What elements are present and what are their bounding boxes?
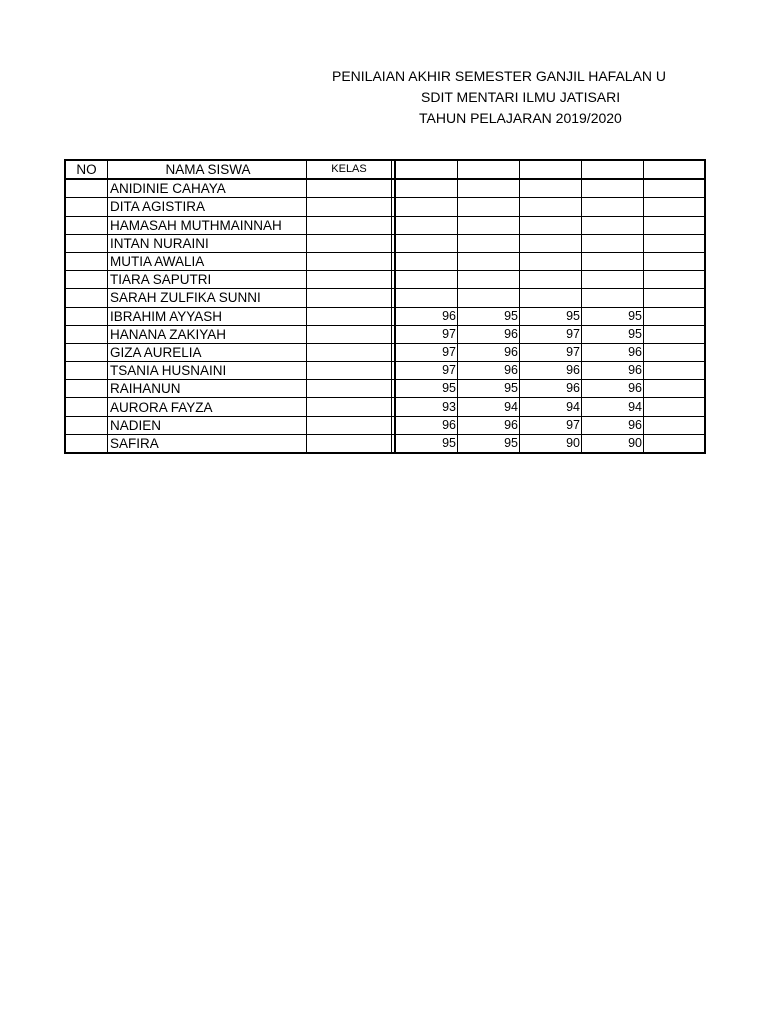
score-cell (644, 362, 706, 380)
row-number-cell (65, 343, 108, 361)
student-name: SAFIRA (108, 434, 307, 453)
score-cell: 95 (582, 307, 644, 325)
score-cell: 94 (458, 398, 520, 416)
student-name: RAIHANUN (108, 380, 307, 398)
score-cell: 97 (395, 325, 458, 343)
kelas-cell (307, 343, 392, 361)
table-row (65, 252, 705, 270)
table-row (65, 398, 705, 416)
header-score-3 (520, 160, 582, 179)
score-cell (458, 179, 520, 198)
score-cell (520, 289, 582, 307)
score-cell: 96 (458, 416, 520, 434)
header-score-2 (458, 160, 520, 179)
table-row (65, 234, 705, 252)
score-cell: 96 (395, 307, 458, 325)
score-cell (644, 380, 706, 398)
score-cell (582, 289, 644, 307)
document-title-block (300, 66, 698, 129)
score-cell: 97 (395, 362, 458, 380)
score-cell: 96 (458, 343, 520, 361)
score-cell: 94 (520, 398, 582, 416)
score-cell (395, 198, 458, 216)
row-number-cell (65, 325, 108, 343)
score-cell (458, 252, 520, 270)
score-cell: 95 (458, 307, 520, 325)
score-cell (644, 416, 706, 434)
row-number-cell (65, 307, 108, 325)
kelas-cell (307, 289, 392, 307)
student-name: IBRAHIM AYYASH (108, 307, 307, 325)
score-cell (395, 289, 458, 307)
score-cell (644, 271, 706, 289)
table-header-row (65, 160, 705, 179)
score-cell: 95 (458, 434, 520, 453)
score-cell: 96 (458, 325, 520, 343)
score-cell (644, 198, 706, 216)
score-cell: 97 (520, 325, 582, 343)
score-cell (644, 307, 706, 325)
score-cell (644, 343, 706, 361)
kelas-cell (307, 398, 392, 416)
kelas-cell (307, 380, 392, 398)
student-name: SARAH ZULFIKA SUNNI (108, 289, 307, 307)
student-name: HANANA ZAKIYAH (108, 325, 307, 343)
score-cell: 95 (520, 307, 582, 325)
school-name: SDIT MENTARI ILMU JATISARI (421, 89, 621, 105)
score-cell (582, 179, 644, 198)
score-cell (458, 271, 520, 289)
score-cell: 96 (520, 362, 582, 380)
table-row (65, 416, 705, 434)
student-name: MUTIA AWALIA (108, 252, 307, 270)
table-row (65, 271, 705, 289)
score-cell: 97 (520, 343, 582, 361)
student-name: HAMASAH MUTHMAINNAH (108, 216, 307, 234)
score-cell (582, 271, 644, 289)
score-cell (644, 216, 706, 234)
score-cell: 96 (582, 343, 644, 361)
score-cell (644, 234, 706, 252)
table-row (65, 307, 705, 325)
row-number-cell (65, 434, 108, 453)
student-name: NADIEN (108, 416, 307, 434)
score-cell (644, 252, 706, 270)
kelas-cell (307, 179, 392, 198)
kelas-cell (307, 216, 392, 234)
kelas-cell (307, 198, 392, 216)
student-name: TSANIA HUSNAINI (108, 362, 307, 380)
score-cell: 97 (520, 416, 582, 434)
row-number-cell (65, 362, 108, 380)
score-cell (582, 198, 644, 216)
score-cell (582, 252, 644, 270)
kelas-cell (307, 271, 392, 289)
header-no: NO (65, 160, 108, 179)
score-cell: 96 (582, 362, 644, 380)
score-cell (644, 179, 706, 198)
score-cell (520, 198, 582, 216)
header-score-4 (582, 160, 644, 179)
score-cell (395, 234, 458, 252)
score-cell (458, 234, 520, 252)
score-cell: 95 (458, 380, 520, 398)
table-row (65, 198, 705, 216)
score-cell: 96 (458, 362, 520, 380)
row-number-cell (65, 271, 108, 289)
table-row (65, 289, 705, 307)
score-cell: 94 (582, 398, 644, 416)
score-cell: 90 (520, 434, 582, 453)
score-cell (644, 325, 706, 343)
grades-table (64, 159, 706, 454)
score-cell (395, 252, 458, 270)
student-name: TIARA SAPUTRI (108, 271, 307, 289)
score-cell (520, 216, 582, 234)
row-number-cell (65, 252, 108, 270)
score-cell (582, 234, 644, 252)
kelas-cell (307, 252, 392, 270)
score-cell: 90 (582, 434, 644, 453)
header-score-1 (395, 160, 458, 179)
score-cell (395, 179, 458, 198)
score-cell (458, 289, 520, 307)
score-cell: 93 (395, 398, 458, 416)
header-score-5 (644, 160, 706, 179)
row-number-cell (65, 234, 108, 252)
student-name: INTAN NURAINI (108, 234, 307, 252)
kelas-cell (307, 362, 392, 380)
kelas-cell (307, 307, 392, 325)
score-cell (458, 198, 520, 216)
table-row (65, 362, 705, 380)
row-number-cell (65, 289, 108, 307)
table-row (65, 343, 705, 361)
row-number-cell (65, 198, 108, 216)
kelas-cell (307, 416, 392, 434)
student-name: DITA AGISTIRA (108, 198, 307, 216)
row-number-cell (65, 179, 108, 198)
header-name: NAMA SISWA (108, 160, 307, 179)
score-cell: 95 (582, 325, 644, 343)
score-cell: 96 (582, 416, 644, 434)
score-cell (520, 234, 582, 252)
score-cell: 95 (395, 434, 458, 453)
score-cell (458, 216, 520, 234)
table-row (65, 434, 705, 453)
table-row (65, 216, 705, 234)
score-cell: 96 (520, 380, 582, 398)
score-cell: 97 (395, 343, 458, 361)
table-row (65, 380, 705, 398)
kelas-cell (307, 234, 392, 252)
header-kelas: KELAS (307, 160, 392, 179)
score-cell (395, 271, 458, 289)
score-cell (644, 398, 706, 416)
score-cell (520, 252, 582, 270)
score-cell (644, 289, 706, 307)
score-cell (582, 216, 644, 234)
student-name: AURORA FAYZA (108, 398, 307, 416)
kelas-cell (307, 434, 392, 453)
score-cell (395, 216, 458, 234)
row-number-cell (65, 380, 108, 398)
student-name: ANIDINIE CAHAYA (108, 179, 307, 198)
score-cell: 96 (582, 380, 644, 398)
table-row (65, 179, 705, 198)
score-cell: 95 (395, 380, 458, 398)
row-number-cell (65, 398, 108, 416)
table-row (65, 325, 705, 343)
score-cell (520, 271, 582, 289)
score-cell (520, 179, 582, 198)
score-cell: 96 (395, 416, 458, 434)
table-body (65, 179, 705, 453)
row-number-cell (65, 216, 108, 234)
score-cell (644, 434, 706, 453)
student-name: GIZA AURELIA (108, 343, 307, 361)
kelas-cell (307, 325, 392, 343)
academic-year: TAHUN PELAJARAN 2019/2020 (419, 110, 622, 126)
row-number-cell (65, 416, 108, 434)
document-title: PENILAIAN AKHIR SEMESTER GANJIL HAFALAN U (332, 68, 667, 84)
